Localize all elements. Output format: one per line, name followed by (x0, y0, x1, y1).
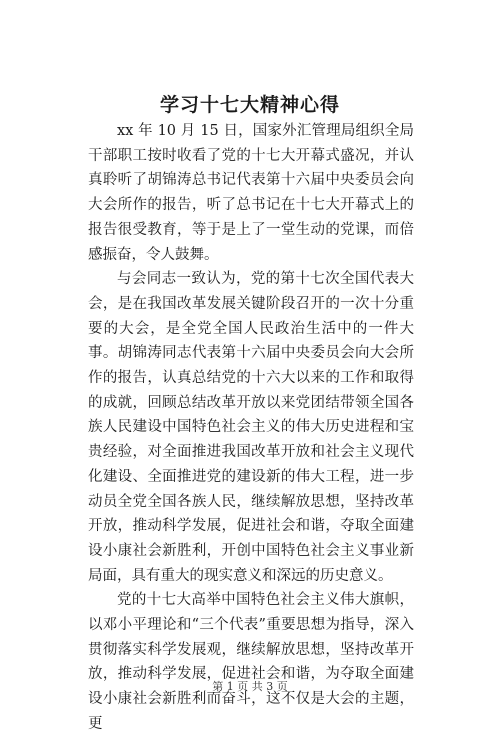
paragraph-1: xx 年 10 月 15 日，国家外汇管理局组织全局干部职工按时收看了党的十七大开幕式盛况，并认真聆听了胡锦涛总书记代表第十六届中央委员会向大会所作的报告，听了总书记在十七大开幕式上的报告很受教育，等于是上了一堂生动的党课，而倍感振奋，令人鼓舞。 (88, 123, 414, 263)
document-title: 学习十七大精神心得 (159, 94, 340, 116)
paragraph-2: 与会同志一致认为，党的第十七次全国代表大会，是在我国改革发展关键阶段召开的一次十分重要的大会，是全党全国人民政治生活中的一件大事。胡锦涛同志代表第十六届中央委员会向大会所作的报告，认真总结党的十六大以来的工作和取得的成就，回顾总结改革开放以来党团结带领全国各族人民建设中国特色社会主义的伟大历史进程和宝贵经验，对全面推进我国改革开放和社会主义现代化建设、全面推进党的建设新的伟大工程，进一步动员全党全国各族人民，继续解放思想，坚持改革开放，推动科学发展，促进社会和谐，夺取全面建设小康社会新胜利，开创中国特色社会主义事业新局面，具有重大的现实意义和深远的历史意义。 (88, 271, 414, 584)
document-body (88, 119, 414, 737)
paragraph-3: 党的十七大高举中国特色社会主义伟大旗帜，以邓小平理论和“三个代表”重要思想为指导，深入贯彻落实科学发展观，继续解放思想，坚持改革开放，推动科学发展，促进社会和谐，为夺取全面建设小康社会新胜利而奋斗，这不仅是大会的主题，更 (88, 592, 414, 732)
page-number-label: 第 1 页 共 3 页 (212, 680, 288, 693)
page-footer (0, 678, 500, 694)
